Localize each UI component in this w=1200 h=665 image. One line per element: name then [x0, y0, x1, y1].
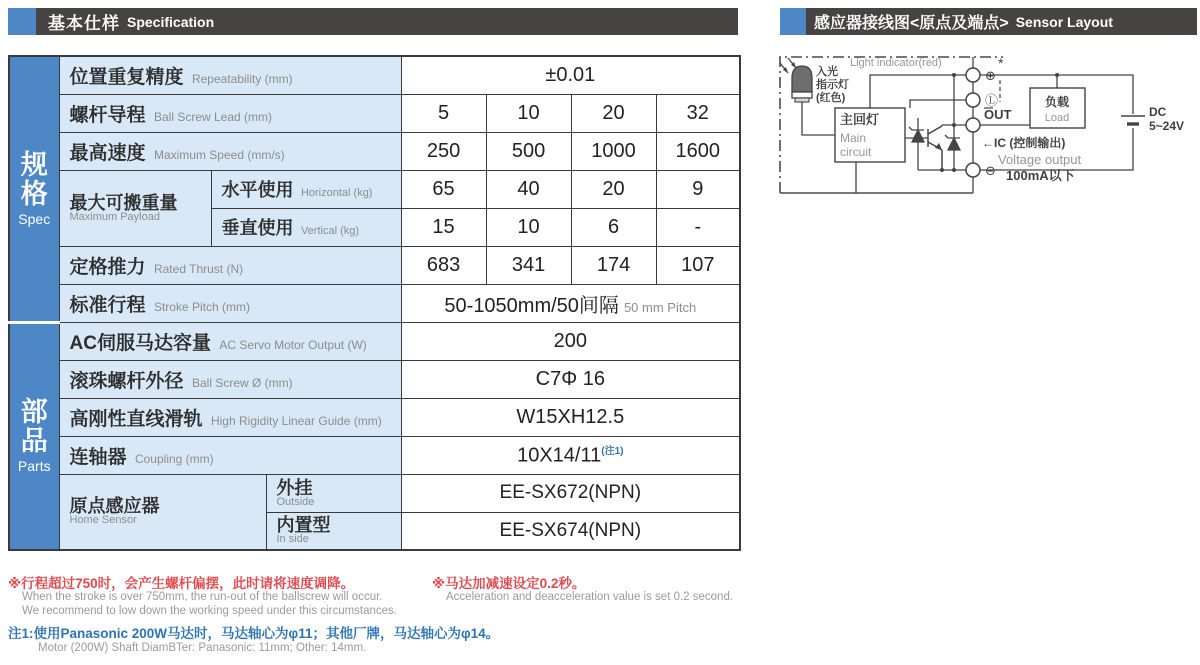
header-accent-square: [8, 8, 36, 35]
spec-header-bar: [8, 8, 738, 35]
terminal-star-label: *: [998, 55, 1004, 71]
speed-value: 1600: [656, 132, 740, 170]
table-row: [9, 360, 740, 398]
table-row: [9, 284, 740, 322]
spec-header-title-en: Specification: [127, 13, 215, 30]
header-accent-square: [780, 8, 806, 35]
stroke-value: 50-1050mm/50间隔 50 mm Pitch: [401, 284, 740, 322]
row-label-servo-output: AC伺服马达容量 AC Servo Motor Output (W): [59, 322, 401, 360]
led-lamp-icon: [792, 66, 812, 102]
payload-vertical-value: 15: [401, 208, 486, 246]
payload-vertical-value: 6: [571, 208, 656, 246]
indicator-color-label: (红色): [816, 92, 846, 104]
table-row: [9, 246, 740, 284]
terminal-minus-label: ⊖: [985, 163, 996, 178]
terminal-l-label: Ⓛ: [985, 93, 999, 108]
sensor-header-title-zh: 感应器接线图<原点及端点>: [814, 15, 1009, 32]
row-label-ball-screw-od: 滚珠螺杆外径 Ball Screw Ø (mm): [59, 360, 401, 398]
sensor-header-title-en: Sensor Layout: [1015, 13, 1113, 30]
row-label-horizontal: 水平使用 Horizontal (kg): [211, 170, 401, 208]
battery-icon: [1121, 116, 1145, 124]
sensor-header-bar: [780, 8, 1197, 35]
load-en-label: Load: [1044, 112, 1070, 124]
main-circuit-en1: Main: [840, 131, 867, 145]
thrust-value: 174: [571, 246, 656, 284]
table-row: [9, 436, 740, 474]
light-indicator-en-label: Light indicator(red): [850, 57, 942, 69]
payload-vertical-value: 10: [486, 208, 571, 246]
lead-value: 32: [656, 94, 740, 132]
load-zh-label: 负载: [1044, 95, 1070, 109]
main-circuit-zh: 主回灯: [840, 112, 880, 127]
row-label-max-speed: 最高速度 Maximum Speed (mm/s): [59, 132, 401, 170]
thrust-value: 107: [656, 246, 740, 284]
payload-horizontal-value: 9: [656, 170, 740, 208]
note-motor-zh: 注1:使用Panasonic 200W马达时，马达轴心为φ11；其他厂牌，马达轴心为φ14。: [8, 626, 500, 641]
row-label-coupling: 连轴器 Coupling (mm): [59, 436, 401, 474]
coupling-footnote-ref: (注1): [601, 446, 624, 458]
table-row: [9, 132, 740, 170]
table-row: [9, 474, 740, 512]
table-row: [9, 398, 740, 436]
spec-header-title-zh: 基本仕样: [48, 14, 120, 33]
row-label-max-payload: 最大可搬重量 Maximum Payload: [59, 170, 211, 246]
speed-value: 500: [486, 132, 571, 170]
dc-range-label: 5~24V: [1149, 119, 1185, 133]
row-label-ball-screw-lead: 螺杆导程 Ball Screw Lead (mm): [59, 94, 401, 132]
speed-value: 250: [401, 132, 486, 170]
home-sensor-outside-value: EE-SX672(NPN): [401, 474, 740, 512]
linear-guide-value: W15XH12.5: [401, 398, 740, 436]
terminal-plus-label: ⊕: [985, 68, 996, 83]
section-spec: [9, 56, 59, 322]
terminal-out-label: OUT: [984, 107, 1012, 122]
note-stroke-en1: When the stroke is over 750mm, the run-out of the ballscrew will occur.: [22, 591, 383, 603]
thrust-value: 683: [401, 246, 486, 284]
note-accel-zh: ※马达加减速设定0.2秒。: [432, 576, 586, 591]
home-sensor-inside-value: EE-SX674(NPN): [401, 512, 740, 550]
incident-light-label: 入光: [816, 66, 838, 78]
lead-value: 20: [571, 94, 656, 132]
table-row: [9, 94, 740, 132]
table-row: [9, 322, 740, 360]
row-label-stroke-pitch: 标准行程 Stroke Pitch (mm): [59, 284, 401, 322]
payload-horizontal-value: 20: [571, 170, 656, 208]
row-label-home-sensor: 原点感应器 Home Sensor: [59, 474, 266, 550]
ic-output-label: ←IC (控制输出): [982, 136, 1066, 150]
row-label-vertical: 垂直使用 Vertical (kg): [211, 208, 401, 246]
main-circuit-en2: circuit: [840, 145, 872, 159]
indicator-label: 指示灯: [816, 79, 849, 91]
row-label-rated-thrust: 定格推力 Rated Thrust (N): [59, 246, 401, 284]
ball-screw-od-value: C7Φ 16: [401, 360, 740, 398]
note-motor-en: Motor (200W) Shaft DiamBTer: Panasonic: 11mm; Other: 14mm.: [38, 642, 367, 654]
speed-value: 1000: [571, 132, 656, 170]
section-parts-zh: 部品: [20, 397, 48, 457]
row-label-home-sensor-outside: 外挂 Outside: [266, 474, 401, 512]
lead-value: 5: [401, 94, 486, 132]
table-row: [9, 170, 740, 208]
payload-vertical-value: -: [656, 208, 740, 246]
lead-value: 10: [486, 94, 571, 132]
servo-output-value: 200: [401, 322, 740, 360]
spec-table: [8, 55, 741, 551]
table-row: [9, 56, 740, 94]
section-parts: [9, 322, 59, 550]
dc-label: DC: [1149, 105, 1167, 119]
section-parts-en: Parts: [17, 458, 51, 475]
sensor-wiring-diagram: [770, 50, 1200, 215]
note-accel-en: Acceleration and deacceleration value is set 0.2 second.: [446, 591, 734, 603]
row-label-linear-guide: 高刚性直线滑轨 High Rigidity Linear Guide (mm): [59, 398, 401, 436]
thrust-value: 341: [486, 246, 571, 284]
row-label-repeatability: 位置重复精度 Repeatability (mm): [59, 56, 401, 94]
current-limit-label: 100mA以下: [1006, 168, 1075, 183]
payload-horizontal-value: 40: [486, 170, 571, 208]
note-stroke-zh: ※行程超过750时，会产生螺杆偏摆，此时请将速度调降。: [8, 576, 355, 591]
section-spec-zh: 规格: [20, 149, 48, 209]
section-spec-en: Spec: [18, 210, 51, 227]
row-label-home-sensor-inside: 内置型 In side: [266, 512, 401, 550]
voltage-output-label: Voltage output: [998, 152, 1082, 167]
payload-horizontal-value: 65: [401, 170, 486, 208]
transistor-icon: [928, 125, 942, 170]
repeatability-value: ±0.01: [401, 56, 740, 94]
note-stroke-en2: We recommend to low down the working speed under this circumstances.: [22, 605, 397, 617]
coupling-value: $10X14/11^{(注1)}$: [401, 436, 740, 474]
